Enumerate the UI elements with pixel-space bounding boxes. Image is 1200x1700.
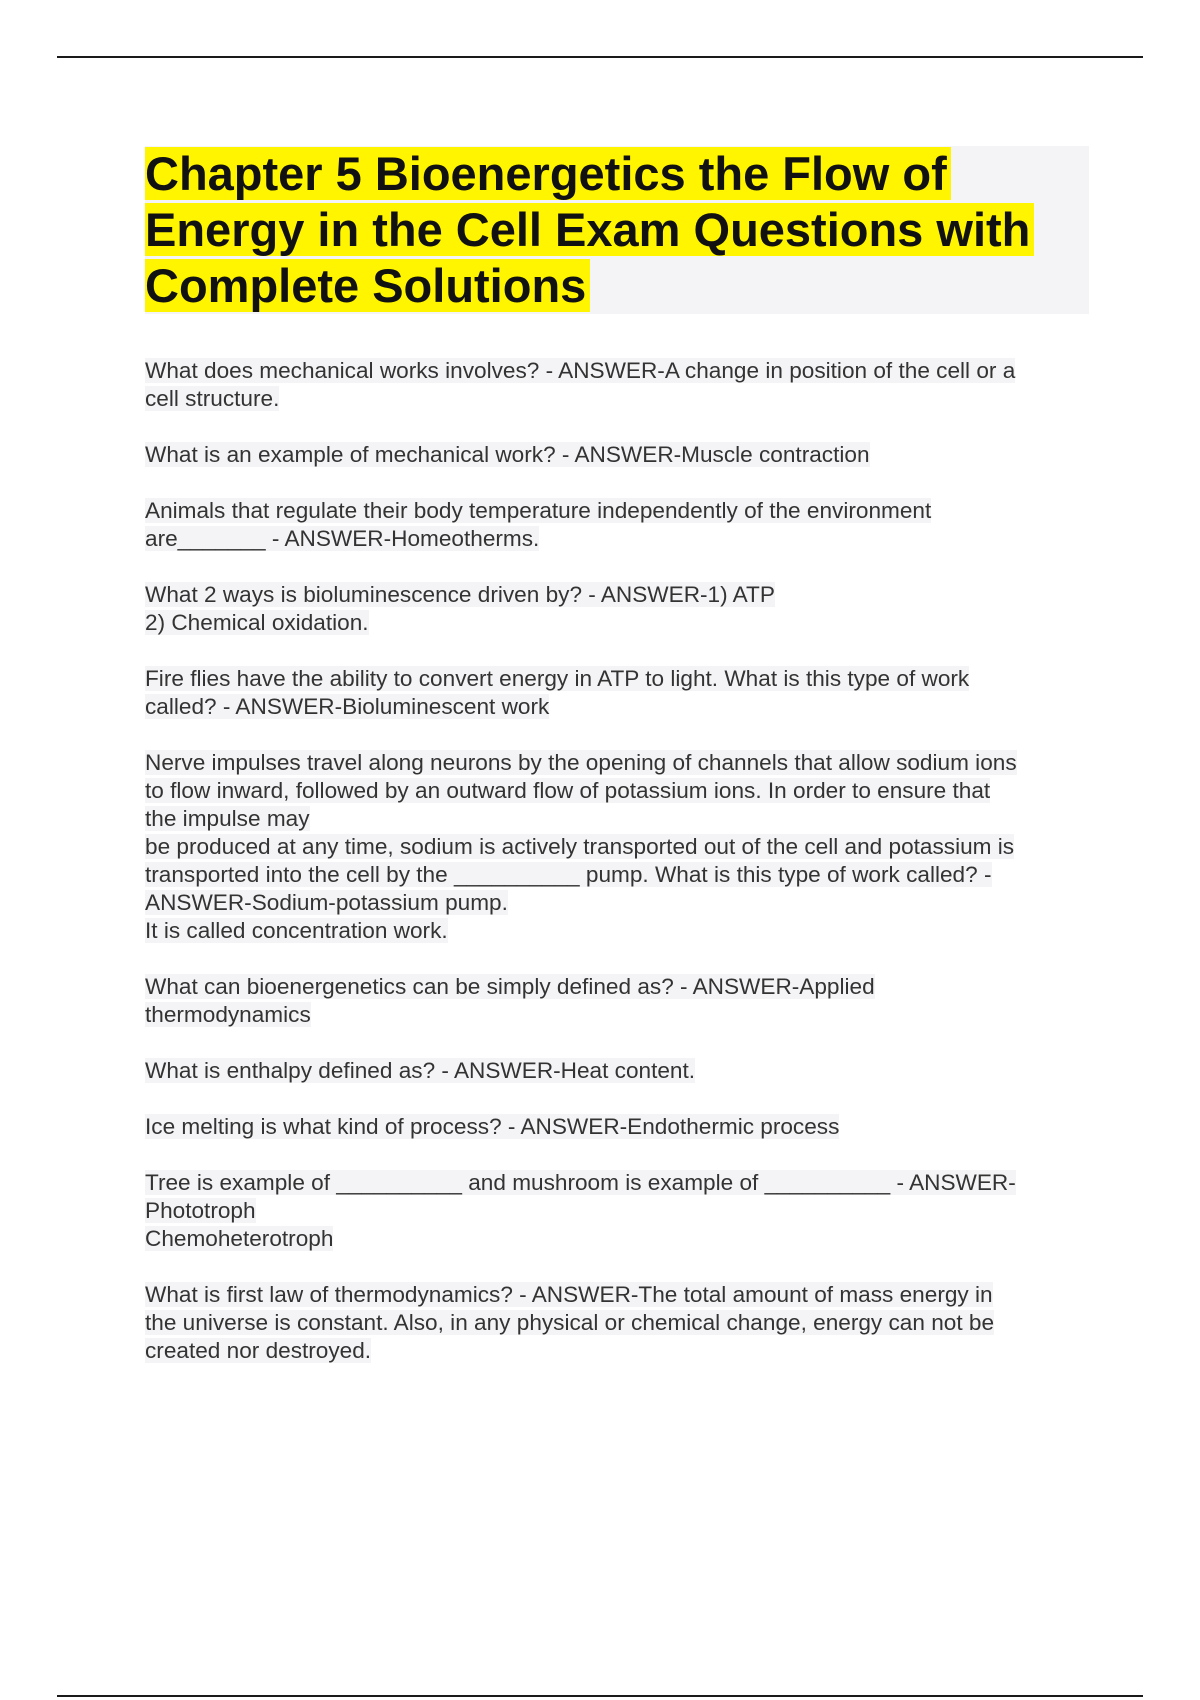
qa-text: What can bioenergenetics can be simply defined as? - ANSWER-Applied thermodynamics [145,974,875,1027]
qa-item [145,1169,1085,1253]
qa-item [145,1057,1085,1085]
qa-item [145,1113,1085,1141]
qa-item [145,441,1085,469]
qa-item [145,665,1085,721]
qa-item [145,1281,1085,1365]
qa-text: Nerve impulses travel along neurons by the opening of channels that allow sodium ions to flow inward, followed by an outward flow of potassium ions. In order to ensure that the impulse may be produced at any time, sodium is actively transported out of the cell and potassium is transported into the cell by the __________ pump. What is this type of work called? - ANSWER-Sodium-potassium pump. It is called concentration work. [145,750,1017,943]
document-title [145,146,1089,314]
qa-text: What does mechanical works involves? - ANSWER-A change in position of the cell or a cell structure. [145,358,1016,411]
top-rule [57,56,1143,58]
qa-item [145,581,1085,637]
qa-text: What is first law of thermodynamics? - ANSWER-The total amount of mass energy in the universe is constant. Also, in any physical or chemical change, energy can not be created nor destroyed. [145,1282,995,1363]
bottom-rule [57,1695,1143,1697]
qa-text: What 2 ways is bioluminescence driven by? - ANSWER-1) ATP 2) Chemical oxidation. [145,582,775,635]
qa-text: Tree is example of __________ and mushroom is example of __________ - ANSWER- Phototroph Chemoheterotroph [145,1170,1016,1251]
qa-list [145,357,1085,1393]
qa-text: What is enthalpy defined as? - ANSWER-Heat content. [145,1058,696,1083]
qa-item [145,357,1085,413]
qa-text: Animals that regulate their body temperature independently of the environment are_______ - ANSWER-Homeotherms. [145,498,932,551]
title-highlight: Chapter 5 Bioenergetics the Flow of Energy in the Cell Exam Questions with Complete Solutions [145,147,1034,312]
qa-item [145,749,1085,945]
title-block [145,146,1089,314]
qa-text: Ice melting is what kind of process? - ANSWER-Endothermic process [145,1114,840,1139]
qa-item [145,497,1085,553]
qa-text: Fire flies have the ability to convert energy in ATP to light. What is this type of work called? - ANSWER-Bioluminescent work [145,666,970,719]
qa-item [145,973,1085,1029]
qa-text: What is an example of mechanical work? - ANSWER-Muscle contraction [145,442,870,467]
